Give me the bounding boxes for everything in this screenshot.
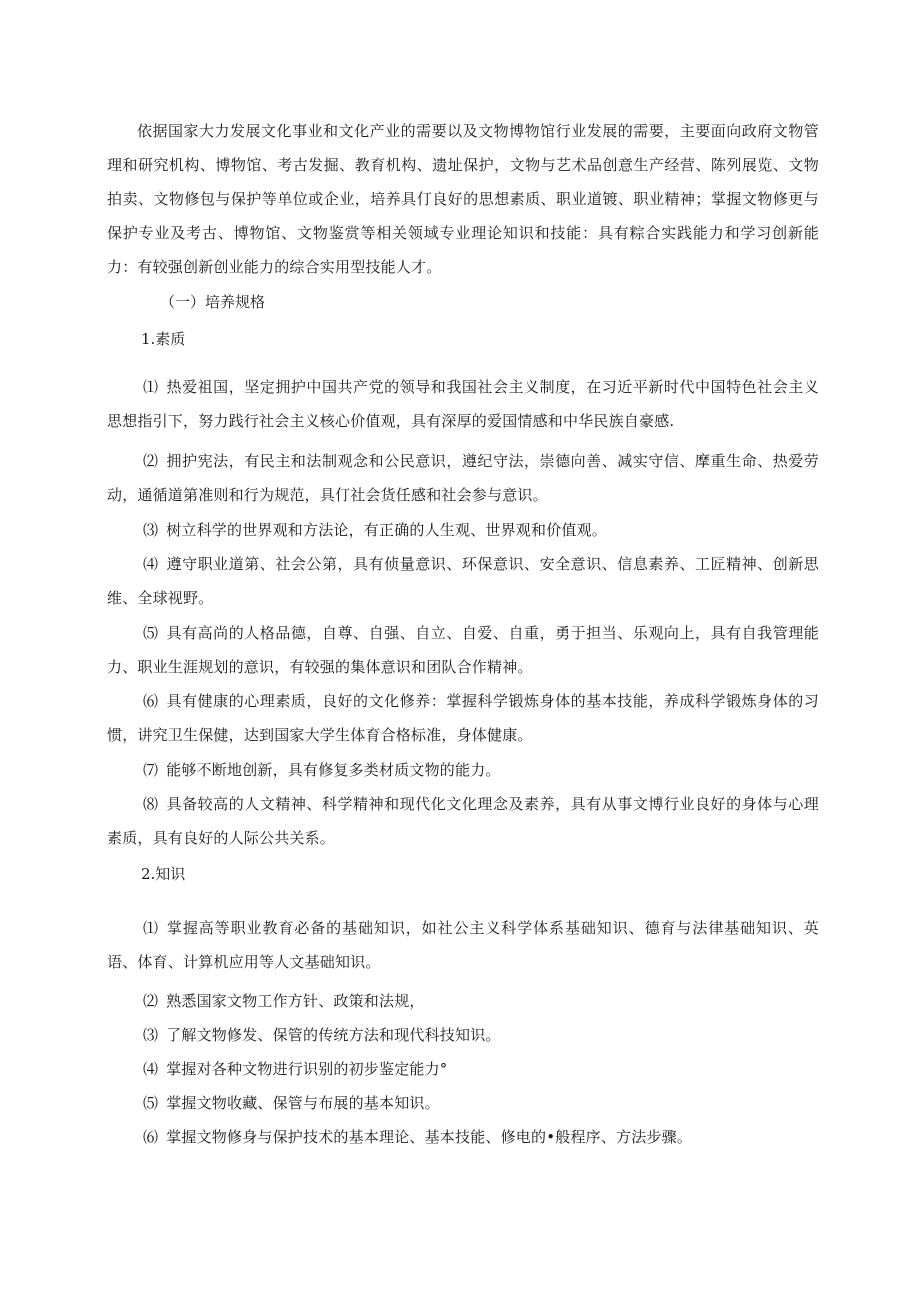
item-number: ⑸ (143, 624, 159, 642)
knowledge-item (107, 1018, 819, 1052)
item-text: 遵守职业道第、社会公第，具有侦量意识、环保意识、安全意识、信息素养、工匠精神、创新思维、全球视野。 (107, 555, 819, 607)
quality-item (107, 370, 819, 438)
item-number: ⑺ (143, 761, 159, 779)
item-number: ⑹ (143, 1128, 159, 1146)
item-number: ⑷ (143, 1060, 159, 1078)
item-number: ⑹ (143, 692, 159, 710)
item-number: ⑸ (143, 1094, 159, 1112)
item-text: 能够不断地创新，具有修复多类材质文物的能力。 (166, 761, 501, 779)
item-number: ⑵ (143, 992, 159, 1010)
item-text: 拥护宪法，有民主和法制观念和公民意识，遵纪守法，崇德向善、减实守信、摩重生命、热爱劳动，通循道第准则和行为规范，具仃社会货任感和社会参与意识。 (107, 452, 819, 504)
item-text: 熟悉国家文物工作方针、政策和法规， (166, 992, 425, 1010)
item-text: 掌握高等职业教育必备的基础知识，如社公主义科学体系基础知识、德育与法律基础知识、英语、体育、计算机应用等人文基础知识。 (107, 919, 819, 971)
quality-item (107, 513, 819, 547)
item-number: ⑶ (143, 1026, 159, 1044)
quality-item (107, 787, 819, 855)
item-text: 掌握对各种文物进行识别的初步鉴定能力° (166, 1060, 448, 1078)
knowledge-item (107, 1086, 819, 1120)
knowledge-item (107, 984, 819, 1018)
quality-item (107, 444, 819, 512)
item-number: ⑷ (143, 555, 159, 573)
knowledge-heading: 2.知识 (141, 865, 186, 883)
quality-item (107, 753, 819, 787)
knowledge-item (107, 911, 819, 979)
item-text: 具有健康的心理素质，良好的文化修养：掌握科学锻炼身体的基本技能，养成科学锻炼身体的习惯，讲究卫生保健，达到国家大学生体育合格标准，身体健康。 (107, 692, 819, 744)
item-number: ⑴ (143, 919, 159, 937)
item-number: ⑻ (143, 795, 159, 813)
item-text: 树立科学的世界观和方法论，有正确的人生观、世界观和价值观。 (166, 521, 608, 539)
item-number: ⑶ (143, 521, 159, 539)
item-text: 具有高尚的人格品德，自尊、自强、自立、自爱、自重，勇于担当、乐观向上，具有自我管理能力、职业生涯规划的意识，有较强的集体意识和团队合作精神。 (107, 624, 819, 676)
item-text: 了解文物修发、保管的传统方法和现代科技知识。 (166, 1026, 501, 1044)
quality-item (107, 684, 819, 752)
item-text: 掌握文物修身与保护技术的基本理论、基本技能、修电的•般程序、方法步骤。 (166, 1128, 693, 1146)
section-title: （一）培养规格 (160, 293, 266, 311)
knowledge-item (107, 1052, 819, 1086)
knowledge-item (107, 1120, 707, 1154)
item-text: 热爱祖国，坚定拥护中国共产党的领导和我国社会主义制度，在习近平新时代中国特色社会主义思想指引下，努力践行社会主义核心价值观，具有深厚的爱国情感和中华民族自豪感. (107, 378, 819, 430)
quality-heading: 1.素质 (141, 330, 186, 348)
quality-item (107, 616, 819, 684)
quality-item (107, 547, 819, 615)
item-text: 掌握文物收藏、保管与布展的基本知识。 (166, 1094, 440, 1112)
intro-paragraph: 依据国家大力发展文化事业和文化产业的需要以及文物博物馆行业发展的需要，主要面向政府文物管理和研究机构、博物馆、考古发掘、教育机构、遗址保护，文物与艺术品创意生产经营、陈列展览、文物拍卖、文物修包与保护等单位或企业，培养具仃良好的思想素质、职业道镀、职业精神；掌握文物修更与保护专业及考古、博物馆、文物鉴赏等相关领域专业理论知识和技能：具有粽合实践能力和学习创新能力：有较强创新创业能力的综合实用型技能人才。 (107, 122, 819, 276)
item-text: 具备较高的人文精神、科学精神和现代化文化理念及素养，具有从事文博行业良好的身体与心理素质，具有良好的人际公共关系。 (107, 795, 819, 847)
item-number: ⑵ (143, 452, 159, 470)
item-number: ⑴ (143, 378, 159, 396)
